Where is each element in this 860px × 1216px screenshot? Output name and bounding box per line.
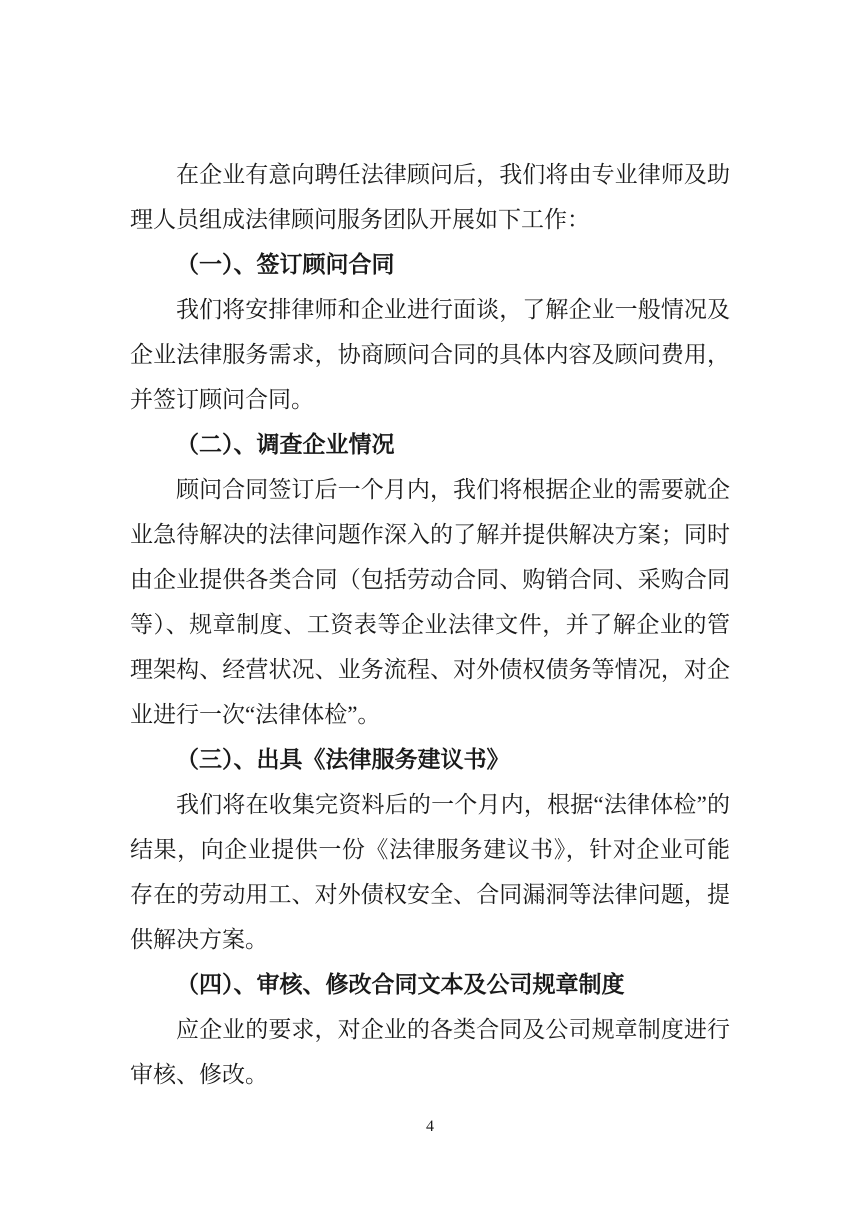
paragraph: 顾问合同签订后一个月内，我们将根据企业的需要就企业急待解决的法律问题作深入的了解并提供解决方案；同时由企业提供各类合同（包括劳动合同、购销合同、采购合同等）、规章制度、工资表等企业法律文件，并了解企业的管理架构、经营状况、业务流程、对外债权债务等情况，对企业进行一次“法律体检”。 <box>130 477 730 727</box>
paragraph: 应企业的要求，对企业的各类合同及公司规章制度进行审核、修改。 <box>130 1017 730 1087</box>
section-heading: （三）、出具《法律服务建议书》 <box>176 747 510 772</box>
paragraph: 我们将在收集完资料后的一个月内，根据“法律体检”的结果，向企业提供一份《法律服务建议书》，针对企业可能存在的劳动用工、对外债权安全、合同漏洞等法律问题，提供解决方案。 <box>130 792 730 952</box>
section-heading: （四）、审核、修改合同文本及公司规章制度 <box>176 972 625 997</box>
section-heading: （二）、调查企业情况 <box>176 432 395 457</box>
document-body <box>130 152 730 1097</box>
paragraph: 我们将安排律师和企业进行面谈，了解企业一般情况及企业法律服务需求，协商顾问合同的具体内容及顾问费用，并签订顾问合同。 <box>130 297 730 412</box>
page-number: 4 <box>426 1118 434 1135</box>
paragraph: 在企业有意向聘任法律顾问后，我们将由专业律师及助理人员组成法律顾问服务团队开展如下工作： <box>130 162 730 232</box>
section-heading: （一）、签订顾问合同 <box>176 252 395 277</box>
